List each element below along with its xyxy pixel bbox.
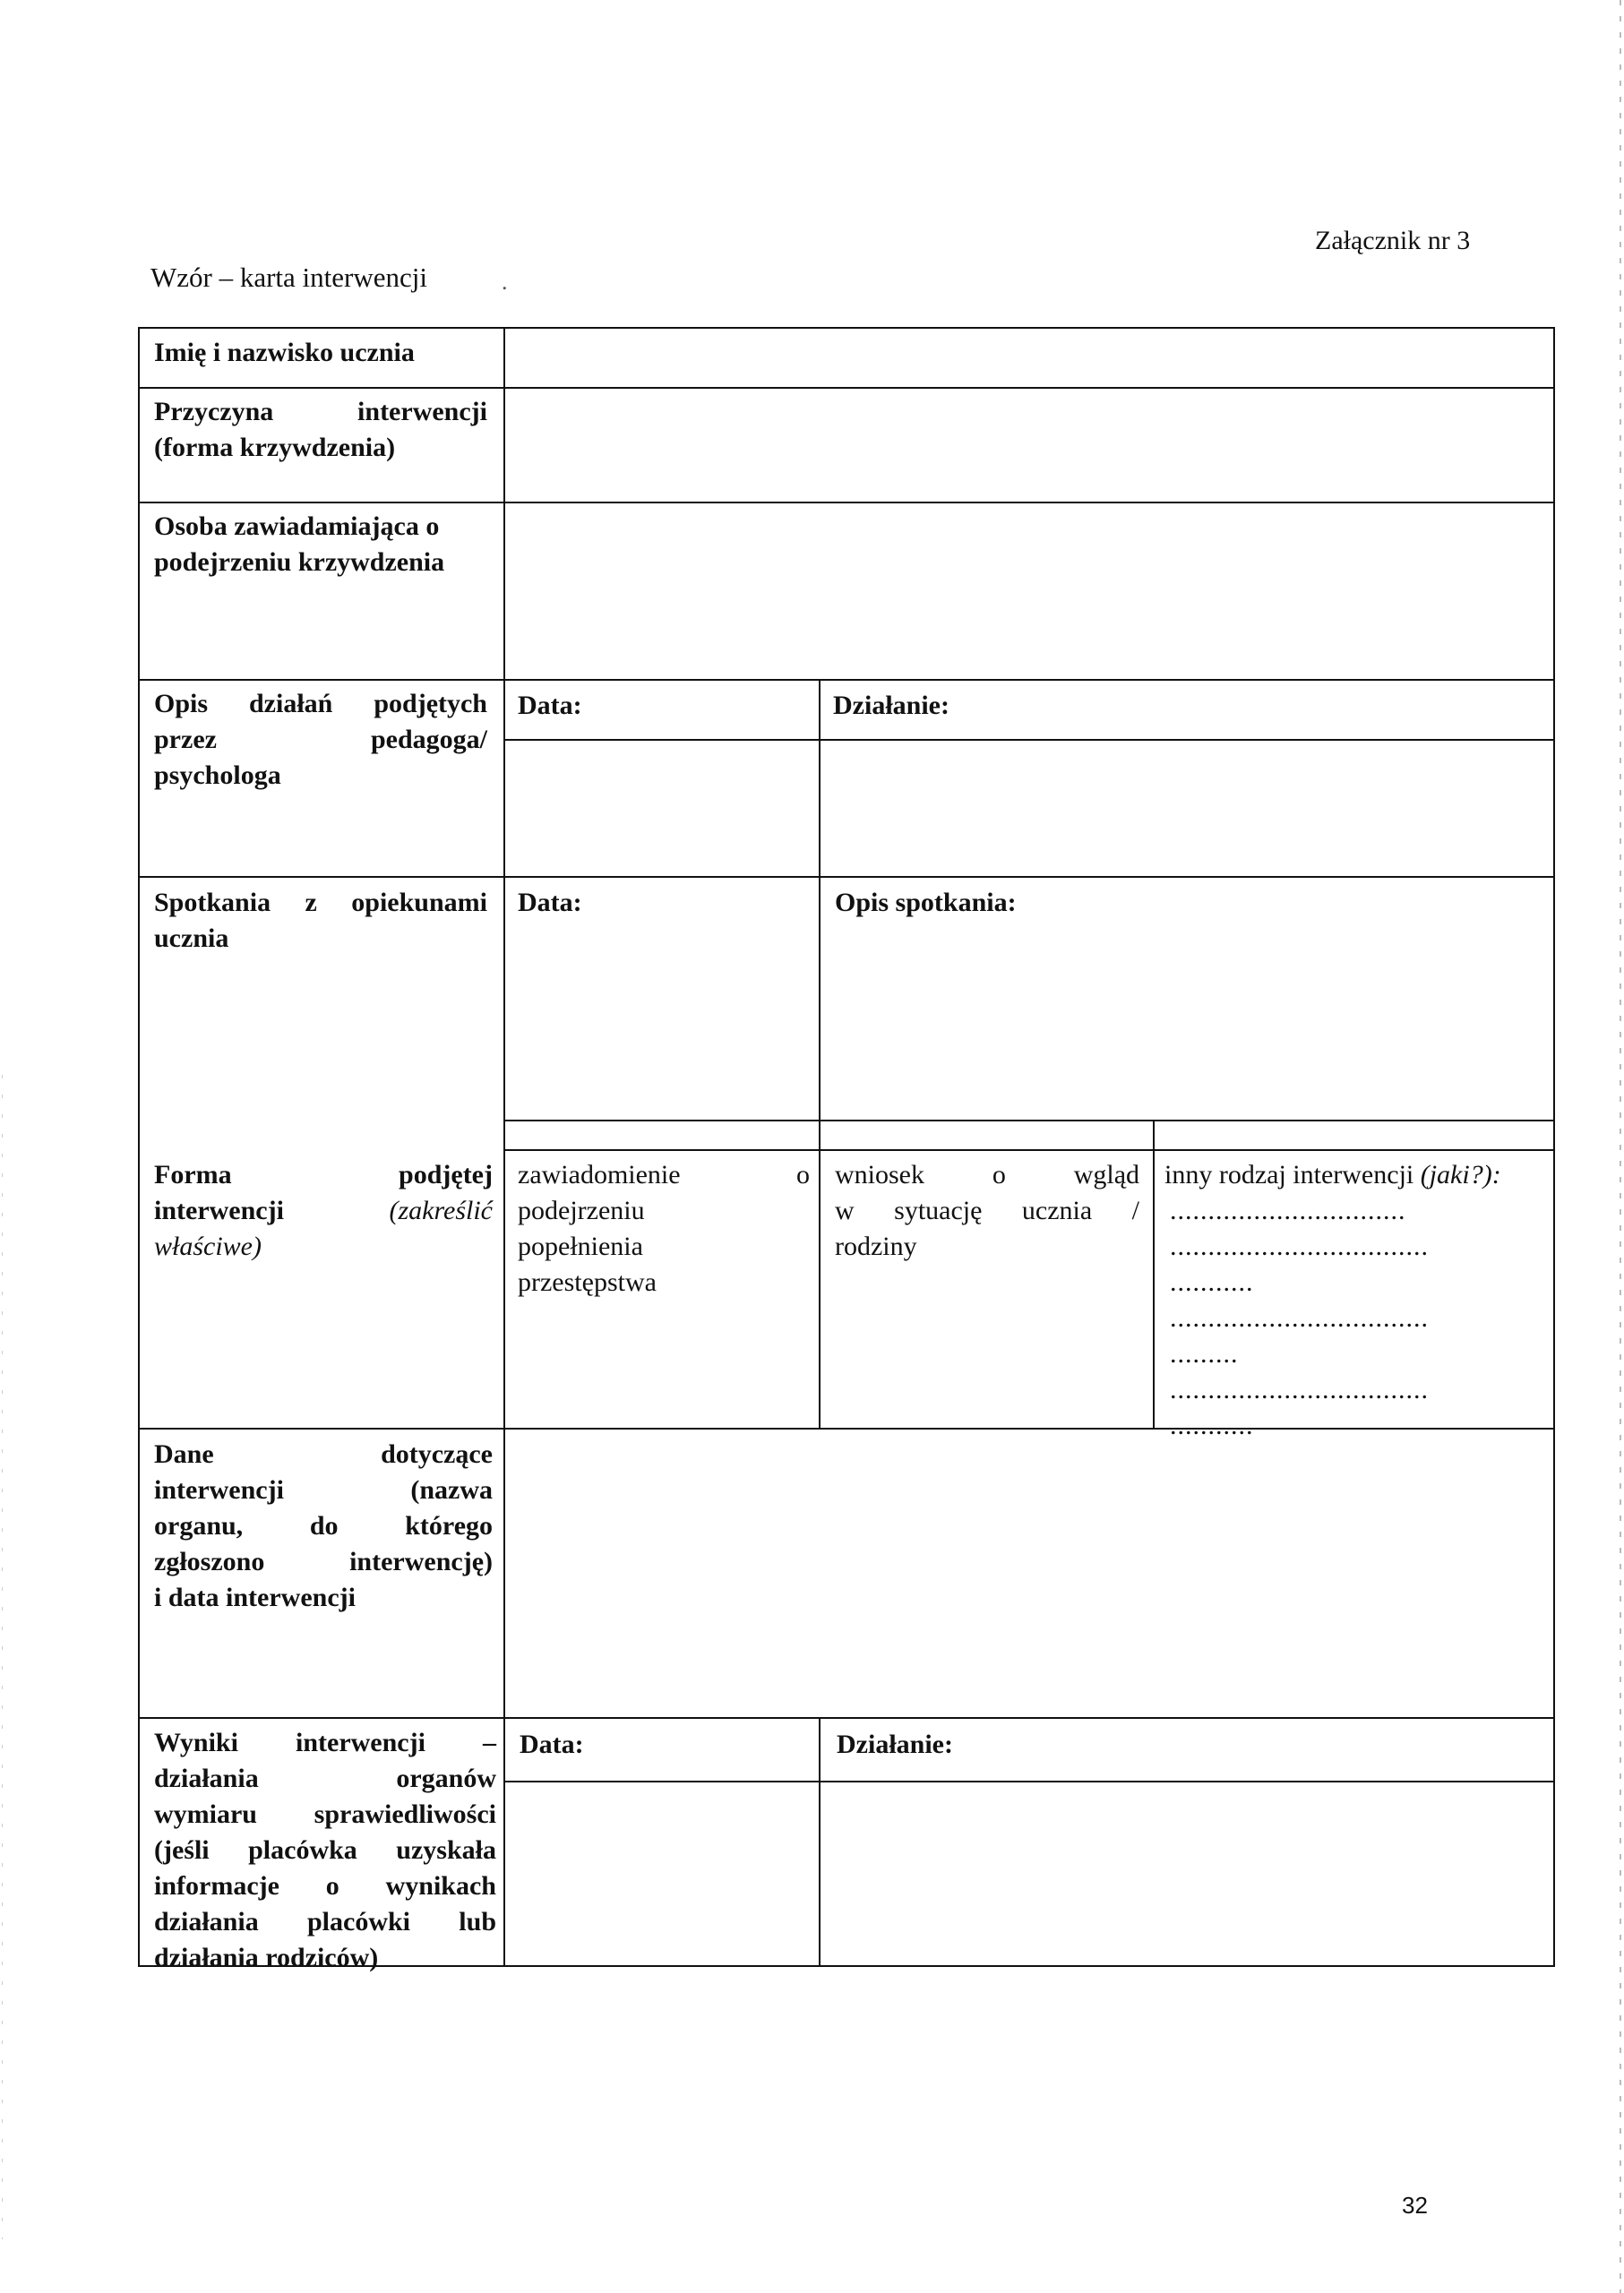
annex-label: Załącznik nr 3	[1315, 226, 1471, 255]
reporter-label: Osoba zawiadamiająca o podejrzeniu krzywdzenia	[154, 511, 445, 577]
dotted-line: ..................................	[1170, 1303, 1429, 1333]
actions-date-label: Data:	[518, 691, 582, 720]
student-name-label: Imię i nazwisko ucznia	[154, 338, 415, 367]
scan-edge-artifact-left	[2, 1075, 3, 2239]
reason-field[interactable]	[507, 391, 1551, 500]
stray-mark: .	[502, 269, 508, 295]
actions-label: Opis działań podjętych przez pedagoga/ psychologa	[154, 689, 487, 790]
meetings-description-field[interactable]	[822, 923, 1551, 1116]
document-title: Wzór – karta interwencji	[150, 262, 427, 293]
reason-label: Przyczyna interwencji (forma krzywdzenia)	[154, 397, 487, 462]
meetings-date-label: Data:	[518, 888, 582, 917]
scan-edge-artifact	[1620, 0, 1621, 2293]
results-action-label: Działanie:	[837, 1730, 953, 1759]
option-custody-request[interactable]: wniosek o wgląd w sytuację ucznia / rodziny	[835, 1160, 1140, 1261]
meetings-date-field[interactable]	[507, 923, 815, 1116]
page-number: 32	[1402, 2192, 1428, 2219]
intervention-data-field[interactable]	[507, 1431, 1551, 1714]
dotted-line: .........	[1170, 1339, 1239, 1369]
student-name-field[interactable]	[507, 330, 1551, 385]
dotted-line: ...........	[1170, 1411, 1254, 1440]
dotted-line: ..................................	[1170, 1232, 1429, 1261]
dotted-line: ...........	[1170, 1267, 1254, 1297]
results-description-field[interactable]	[822, 1784, 1551, 1963]
dotted-line: ..................................	[1170, 1375, 1429, 1404]
intervention-form-label: Forma podjętej interwencji (zakreślić właściwe)	[154, 1160, 493, 1261]
actions-description-field[interactable]	[822, 743, 1551, 874]
intervention-data-label: Dane dotyczące interwencji (nazwa organu, do którego zgłoszono interwencję) i data interwencji	[154, 1439, 494, 1612]
meetings-label: Spotkania z opiekunami ucznia	[154, 888, 487, 953]
actions-date-field[interactable]	[507, 743, 815, 874]
actions-action-label: Działanie:	[833, 691, 949, 720]
option-other[interactable]: inny rodzaj interwencji (jaki?): ............................... .................................. ........... .................................. ......... .................................. ...........	[1164, 1157, 1550, 1444]
results-date-label: Data:	[520, 1730, 584, 1759]
meetings-description-label: Opis spotkania:	[835, 888, 1017, 917]
option-notification[interactable]: zawiadomienie o podejrzeniu popełnienia przestępstwa	[518, 1160, 810, 1297]
reporter-field[interactable]	[507, 505, 1551, 677]
dotted-line: ...............................	[1170, 1196, 1406, 1225]
results-label: Wyniki interwencji – działania organów wymiaru sprawiedliwości (jeśli placówka uzyskała informacje o wynikach działania placówki lub działania rodziców)	[154, 1728, 497, 1972]
results-date-field[interactable]	[507, 1784, 815, 1963]
